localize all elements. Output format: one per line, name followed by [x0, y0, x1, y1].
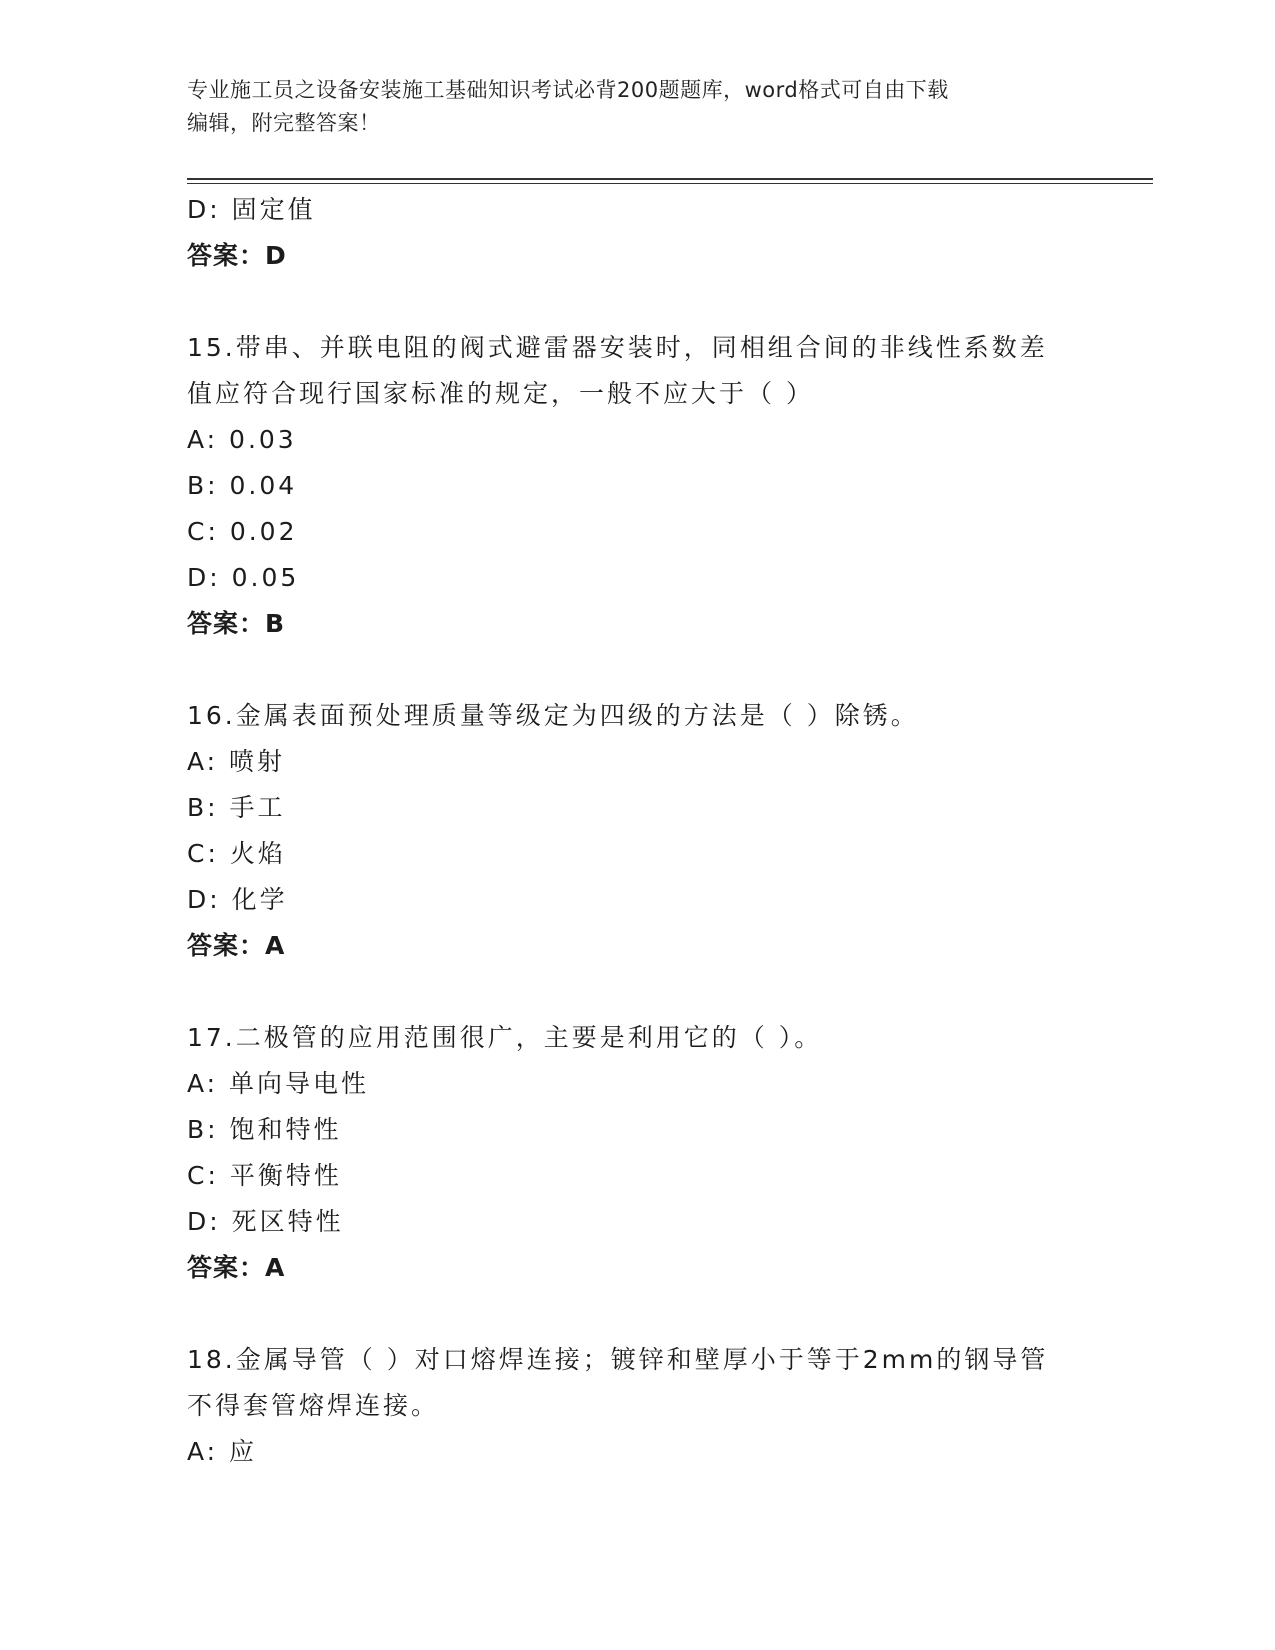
spacer [187, 969, 1087, 1015]
header-rule-thick [187, 178, 1153, 180]
spacer [187, 279, 1087, 325]
question-15-option-d: D: 0.05 [187, 563, 300, 592]
question-16-answer: 答案：A [187, 931, 286, 960]
question-16 [187, 693, 1087, 969]
question-17-option-c: C: 平衡特性 [187, 1161, 342, 1190]
question-15 [187, 325, 1087, 647]
question-16-stem-line-1: 16.金属表面预处理质量等级定为四级的方法是（ ）除锈。 [187, 701, 919, 730]
question-17-answer: 答案：A [187, 1253, 286, 1282]
document-header [187, 74, 1077, 140]
question-18-option-a: A: 应 [187, 1437, 258, 1466]
question-15-option-a: A: 0.03 [187, 425, 297, 454]
question-18-stem-line-1: 18.金属导管（ ）对口熔焊连接；镀锌和壁厚小于等于2mm的钢导管 [187, 1345, 1049, 1374]
question-18 [187, 1337, 1087, 1475]
question-15-option-b: B: 0.04 [187, 471, 298, 500]
question-15-answer: 答案：B [187, 609, 286, 638]
question-15-stem-line-2: 值应符合现行国家标准的规定，一般不应大于（ ） [187, 379, 814, 408]
header-line-2: 编辑，附完整答案！ [187, 111, 381, 135]
question-16-option-a: A: 喷射 [187, 747, 286, 776]
question-17-option-a: A: 单向导电性 [187, 1069, 370, 1098]
question-15-stem-line-1: 15.带串、并联电阻的阀式避雷器安装时，同相组合间的非线性系数差 [187, 333, 1048, 362]
question-17-option-d: D: 死区特性 [187, 1207, 344, 1236]
question-16-option-b: B: 手工 [187, 793, 286, 822]
header-rule-thin [187, 183, 1153, 184]
question-17-stem-line-1: 17.二极管的应用范围很广，主要是利用它的（ ）。 [187, 1023, 823, 1052]
question-17 [187, 1015, 1087, 1291]
header-line-1: 专业施工员之设备安装施工基础知识考试必背200题题库，word格式可自由下载 [187, 78, 949, 102]
question-15-option-c: C: 0.02 [187, 517, 298, 546]
question-18-stem-line-2: 不得套管熔焊连接。 [187, 1391, 440, 1420]
question-17-option-b: B: 饱和特性 [187, 1115, 342, 1144]
prev-option-d: D: 固定值 [187, 195, 316, 224]
spacer [187, 647, 1087, 693]
spacer [187, 1291, 1087, 1337]
question-16-option-c: C: 火焰 [187, 839, 286, 868]
question-16-option-d: D: 化学 [187, 885, 288, 914]
prev-answer: 答案：D [187, 241, 287, 270]
question-list [187, 187, 1087, 1475]
